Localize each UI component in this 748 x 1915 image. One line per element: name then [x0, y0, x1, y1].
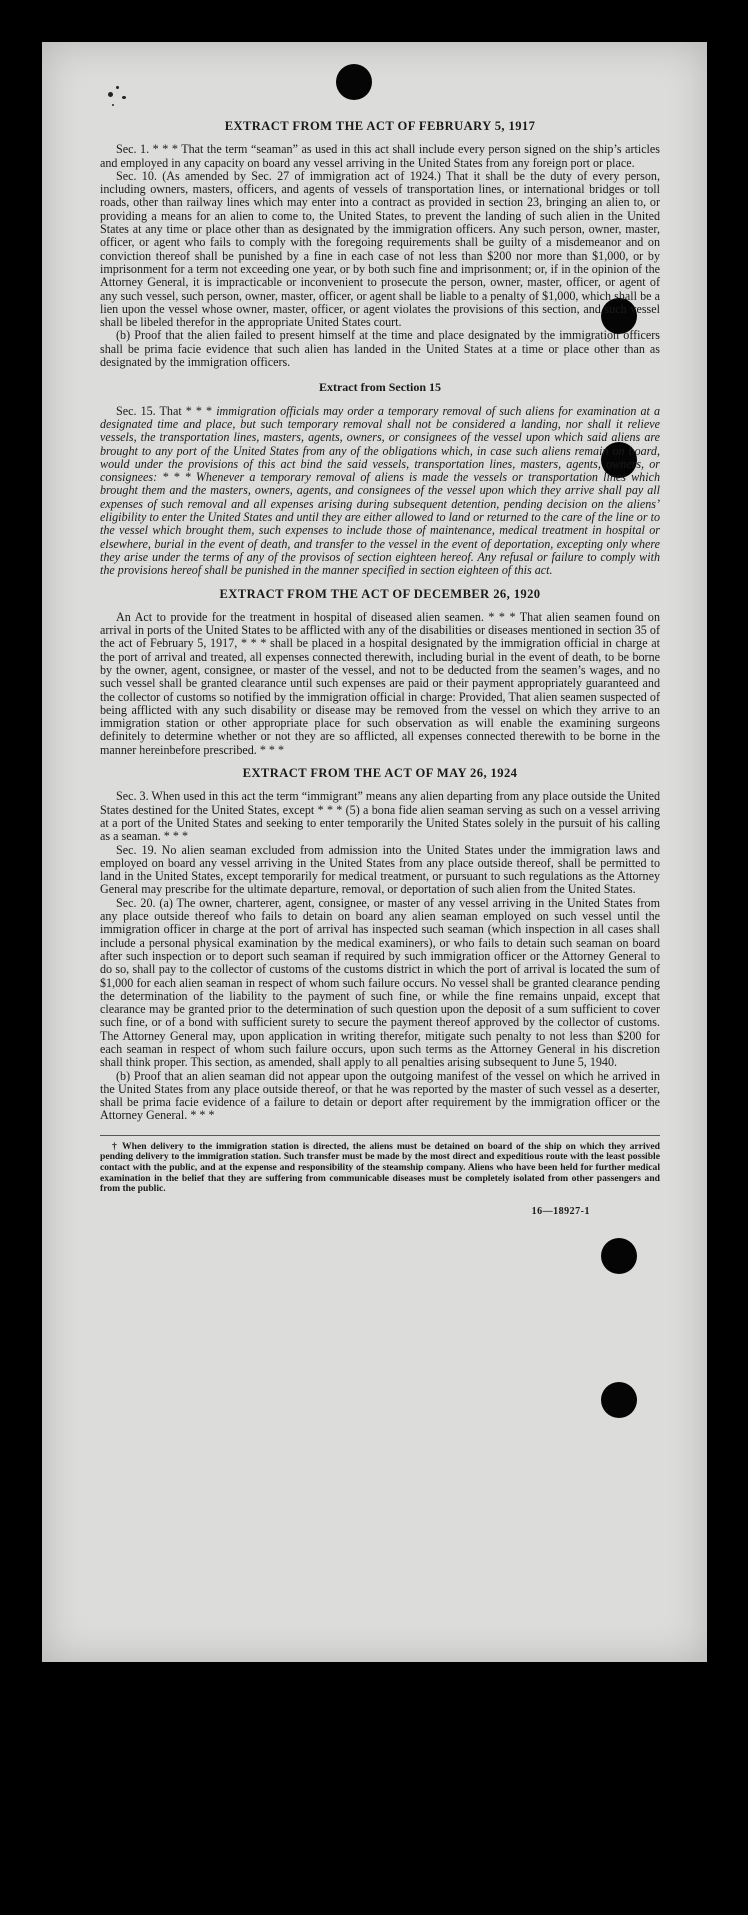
section-10b-text: (b) Proof that the alien failed to present himself at the time and place designated by the immigration officers shall be prima facie evidence that such alien has landed in the United States at a time or place other than as designated by the immigration officers. [100, 328, 660, 370]
ink-specks [104, 82, 144, 112]
section-19-text: Sec. 19. No alien seaman excluded from admission into the United States under the immigration laws and employed on board any vessel arriving in the United States from any place outside thereof, shall be permitted to land in the United States, except temporarily for medical treatment, or pursuant to such regulations as the Attorney General may prescribe for the ultimate departure, removal, or deportation of such alien from the United States. [100, 842, 660, 897]
heading-act-1920: EXTRACT FROM THE ACT OF DECEMBER 26, 1920 [219, 586, 541, 601]
document-text [100, 120, 660, 1218]
section-15-body: immigration officials may order a temporary removal of such aliens for examination at a designated time and place, but such temporary removal shall not be considered a landing, nor shall it relieve vessels, the transportation lines, masters, agents, owners, or consignees of the vessel upon which said aliens are brought to any port of the United States from any of the obligations which, in case such aliens remain on board, would under the provisions of this act bind the said vessels, transportation lines, masters, agents, owners, or consignees: * * * Whenever a temporary removal of aliens is made the vessels or transportation lines which brought them and the masters, owners, agents, and consignees of the vessel upon which they arrive shall pay all expenses of such removal and all expenses arising during subsequent detention, pending decision on the aliens’ eligibility to enter the United States and until they are either allowed to land or returned to the care of the line or to the vessel which brought them, such expenses to include those of maintenance, medical treatment in hospital or elsewhere, burial in the event of death, and transfer to the vessel in the event of deportation, excepting only where they arise under the terms of any of the provisos of section eighteen hereof. Any refusal or failure to comply with the provisions hereof shall be punished in the manner specified in section eighteen of this act. [100, 403, 661, 578]
punch-hole-right-4 [601, 1382, 637, 1418]
section-20b-text: (b) Proof that an alien seaman did not appear upon the outgoing manifest of the vessel on which he arrived in the United States from any place outside thereof, or that he was reported by the master of such vessel as a deserter, shall be prima facie evidence of a failure to detain or deport after requirement by the immigration officer or the Attorney General. * * * [100, 1068, 660, 1123]
section-1-text: Sec. 1. * * * That the term “seaman” as used in this act shall include every person signed on the ship’s articles and employed in any capacity on board any vessel arriving in the United States from any foreign port or place. [100, 142, 660, 170]
subheading-section-15: Extract from Section 15 [318, 380, 442, 395]
section-3-text: Sec. 3. When used in this act the term “immigrant” means any alien departing from any place outside the United States destined for the United States, except * * * (5) a bona fide alien seaman serving as such on a vessel arriving at a port of the United States and seeking to enter temporarily the United States solely in the pursuit of his calling as a seaman. * * * [100, 789, 660, 844]
punch-hole-top [336, 64, 372, 100]
document-page [42, 42, 707, 1662]
section-10-text: Sec. 10. (As amended by Sec. 27 of immigration act of 1924.) That it shall be the duty of every person, including owners, masters, officers, and agents of vessels of transportation lines, or international bridges or toll roads, other than railway lines which may enter into a contract as provided in section 23, bringing an alien to, or providing a means for an alien to come to, the United States, to prevent the landing of such alien in the United States at any time or place other than as designated by the immigration officers. Any such person, owner, master, officer, or agent who fails to comply with the foregoing requirements shall be guilty of a misdemeanor and on conviction thereof shall be punished by a fine in each case of not less than $200 nor more than $1,000, or by imprisonment for a term not exceeding one year, or by both such fine and imprisonment; or, if in the opinion of the Attorney General, it is impracticable or inconvenient to prosecute the person, owner, master, officer, or agent of any such vessel, such person, owner, master, officer, or agent shall be liable to a penalty of $1,000, which shall be a lien upon the vessel whose owner, master, officer, or agent violates the provisions of this section, and such vessel shall be libeled therefor in the appropriate United States court. [100, 168, 660, 330]
section-20a-text: Sec. 20. (a) The owner, charterer, agent, consignee, or master of any vessel arriving in the United States from any place outside thereof who fails to detain on board any alien seaman employed on such vessel until the immigration officer in charge at the port of arrival has inspected such seaman (which inspection in all cases shall include a personal physical examination by the medical examiners), or who fails to detain such seaman on board after such inspection or to deport such seaman if required by such immigration officer or the Attorney General to do so, shall pay to the collector of customs of the customs district in which the port of arrival is located the sum of $1,000 for each alien seaman in respect of whom such failure occurs. No vessel shall be granted clearance pending the determination of the liability to the payment of such fine, or while the fine remains unpaid, except that clearance may be granted prior to the determination of such question upon the deposit of a sum sufficient to cover such fine, or of a bond with sufficient surety to secure the payment thereof approved by the collector of customs. The Attorney General may, upon application in writing therefor, mitigate such penalty to not less than $200 for each seaman in respect of whom such failure occurs, upon such terms as the Attorney General in his discretion shall think proper. This section, as amended, shall apply to all penalties arising subsequent to June 5, 1940. [100, 895, 660, 1070]
section-15-lead: Sec. 15. That * * * [116, 403, 217, 418]
section-15-text [100, 405, 660, 578]
heading-act-1924: EXTRACT FROM THE ACT OF MAY 26, 1924 [242, 766, 518, 781]
punch-hole-right-3 [601, 1238, 637, 1274]
footnote-text: † When delivery to the immigration station is directed, the aliens must be detained on board of the ship on which they arrived pending delivery to the immigration station. Such transfer must be made by the most direct and expeditious route with the least possible contact with the public, and at the expense and responsibility of the steamship company. Aliens who have been held for further medical examination in the belief that they are suffering from communicable diseases must be completely isolated from other passengers and from the public. [100, 1140, 660, 1195]
act-1920-text: An Act to provide for the treatment in hospital of diseased alien seamen. * * * That alien seamen found on arrival in ports of the United States to be afflicted with any of the disabilities or diseases mentioned in section 35 of the act of February 5, 1917, * * * shall be placed in a hospital designated by the immigration official in charge at the port of arrival and treated, all expenses connected therewith, including burial in the event of death, to be borne by the owner, agent, consignee, or master of the vessel, and not to be deducted from the seamen’s wages, and no such vessel shall be granted clearance until such expenses are paid or their payment appropriately guaranteed and the collector of customs so notified by the immigration official in charge: Provided, That alien seamen suspected of being afflicted with any such disability or disease may be removed from the vessel on which they arrive to an immigration station or other appropriate place for such observation as will enable the examining surgeons definitely to determine whether or not they are so afflicted, all expenses connected therewith to be borne in the manner hereinbefore prescribed. * * * [100, 609, 660, 757]
footnote [100, 1135, 660, 1195]
heading-act-1917: EXTRACT FROM THE ACT OF FEBRUARY 5, 1917 [224, 119, 536, 133]
form-number: 16—18927-1 [531, 1205, 590, 1217]
